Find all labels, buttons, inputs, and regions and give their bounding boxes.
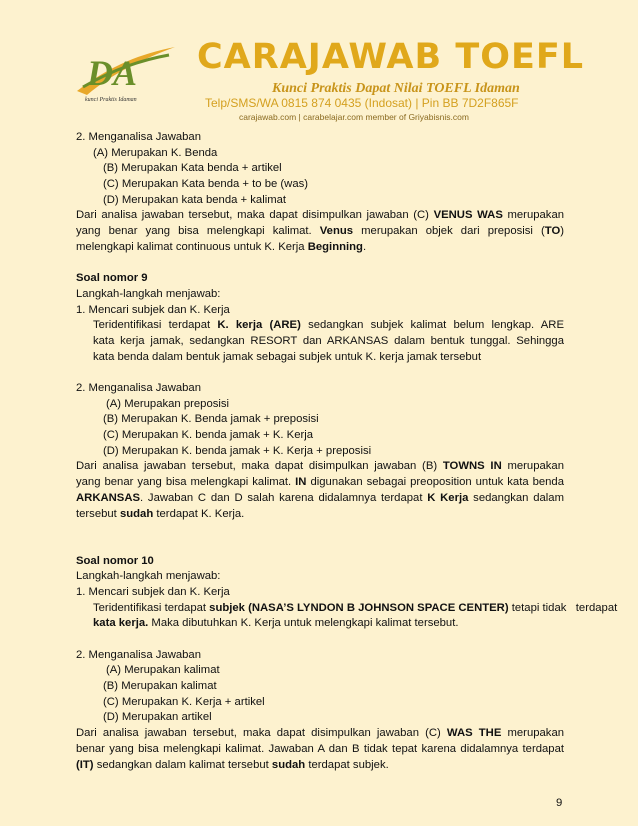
conclusion-line: benar yang bisa melengkapi kalimat. Jawaban A dan B tidak tepat karena didalamnya terdapat [76,742,564,755]
steps-label: Langkah-langkah menjawab: [76,570,221,583]
steps-label: Langkah-langkah menjawab: [76,287,221,300]
page-number: 9 [556,797,563,809]
conclusion-line: ARKANSAS. Jawaban C dan D salah karena didalamnya terdapat K Kerja sedangkan dalam [76,491,564,504]
explanation-line: kata benda dalam bentuk jamak sebagai subjek untuk K. kerja jamak tersebut [93,350,482,363]
brand-tagline: Kunci Praktis Dapat Nilai TOEFL Idaman [272,81,520,96]
contact-info: Telp/SMS/WA 0815 874 0435 (Indosat) | Pin BB 7D2F865F [205,96,519,110]
explanation-line: Teridentifikasi terdapat subjek (NASA’S LYNDON B JOHNSON SPACE CENTER) tetapi tidak terdapat [93,601,618,614]
option-d: (D) Merupakan artikel [103,711,212,724]
step-heading: 2. Menganalisa Jawaban [76,131,201,143]
option-d: (D) Merupakan kata benda + kalimat [103,193,287,206]
option-a: (A) Merupakan preposisi [106,397,230,410]
option-b: (B) Merupakan Kata benda + artikel [103,162,282,175]
conclusion-line: Dari analisa jawaban tersebut, maka dapat disimpulkan jawaban (B) TOWNS IN merupakan [76,460,564,473]
section-title: Soal nomor 10 [76,554,154,567]
brand-title: CARAJAWAB TOEFL [197,37,585,77]
section-title: Soal nomor 9 [76,272,148,285]
logo-letters: DA [87,53,138,93]
logo-tagline: kunci Praktis Idaman [85,97,137,103]
option-b: (B) Merupakan kalimat [103,680,217,693]
option-d: (D) Merupakan K. benda jamak + K. Kerja + preposisi [103,444,372,457]
option-c: (C) Merupakan K. Kerja + artikel [103,695,265,708]
conclusion-line: melengkapi kalimat continuous untuk K. Kerja Beginning. [76,240,367,253]
body-text [76,130,618,773]
conclusion-line: tersebut sudah terdapat K. Kerja. [76,507,245,520]
explanation-line: Teridentifikasi terdapat K. kerja (ARE) sedangkan subjek kalimat belum lengkap. ARE [93,319,564,332]
conclusion-line: yang benar yang bisa melengkapi kalimat. IN digunakan sebagai preoposition untuk kata benda [76,476,564,489]
step-heading: 1. Mencari subjek dan K. Kerja [76,303,230,316]
logo-mark-icon [73,41,179,97]
website-links: carajawab.com | carabelajar.com member of Griyabisnis.com [239,112,469,122]
step-heading: 2. Menganalisa Jawaban [76,382,201,394]
conclusion-line: yang benar yang bisa melengkapi kalimat. Venus merupakan objek dari preposisi (TO) [76,225,564,238]
logo [67,41,185,121]
step-heading: 1. Mencari subjek dan K. Kerja [76,585,230,598]
conclusion-line: (IT) sedangkan dalam kalimat tersebut sudah terdapat subjek. [76,758,389,771]
explanation-line: kata kerja. Maka dibutuhkan K. Kerja untuk melengkapi kalimat tersebut. [93,617,459,630]
option-c: (C) Merupakan Kata benda + to be (was) [103,178,309,191]
option-c: (C) Merupakan K. benda jamak + K. Kerja [103,429,314,442]
option-a: (A) Merupakan kalimat [106,664,220,677]
explanation-line: kata kerja jamak, sedangkan RESORT dan ARKANSAS dalam bentuk tunggal. Sehingga [93,334,564,347]
header-banner [67,37,585,123]
conclusion-line: Dari analisa jawaban tersebut, maka dapat disimpulkan jawaban (C) VENUS WAS merupakan [76,209,564,222]
step-heading: 2. Menganalisa Jawaban [76,648,201,661]
conclusion-line: Dari analisa jawaban tersebut, maka dapat disimpulkan jawaban (C) WAS THE merupakan [76,727,564,740]
option-b: (B) Merupakan K. Benda jamak + preposisi [103,413,319,426]
option-a: (A) Merupakan K. Benda [93,146,218,159]
